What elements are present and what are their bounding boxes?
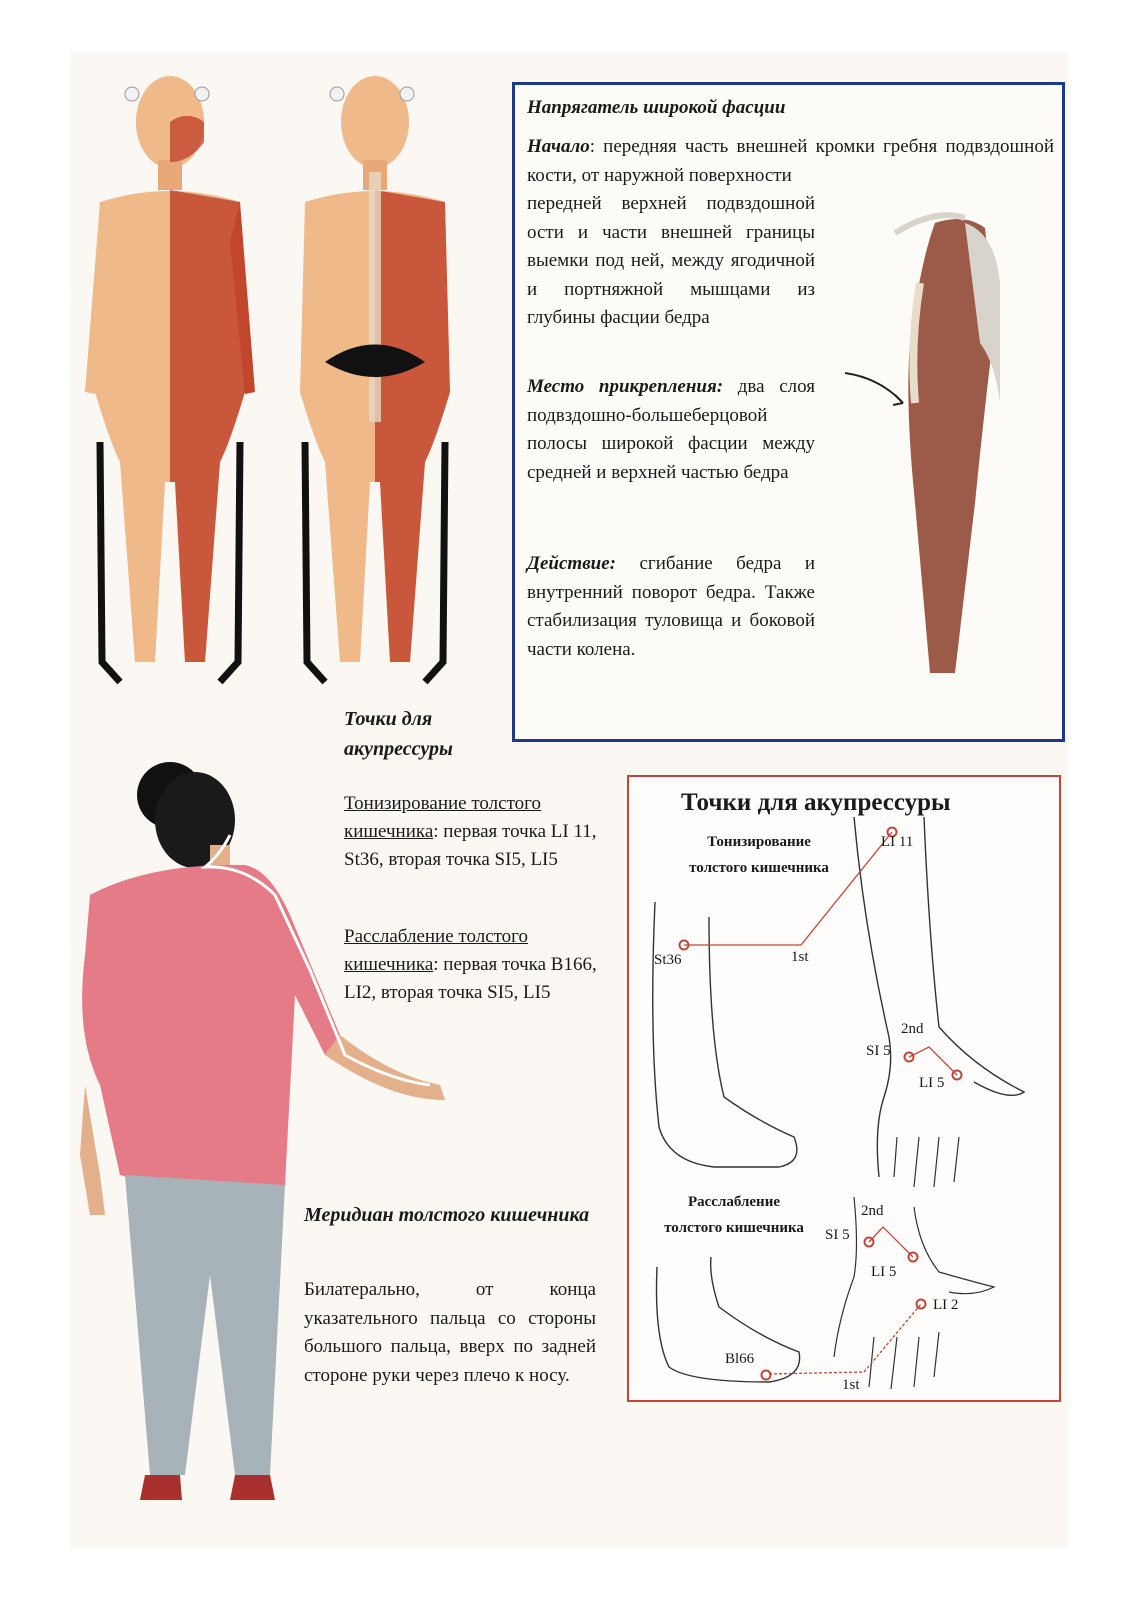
diagram-title: Точки для акупрессуры [681, 789, 951, 816]
tonify-link: Тонизирование толстого кишечника [344, 793, 541, 842]
acupressure-heading: Точки для акупрессуры [344, 708, 453, 760]
origin-paragraph [527, 133, 1054, 190]
insertion-label: Место прикрепления: [527, 376, 724, 397]
origin-label: Начало [527, 136, 590, 157]
acupressure-diagram [627, 775, 1061, 1402]
action-text: сгибание бедра и внутренний поворот бедра. Также стабилизация туловища и боковой части колена. [527, 553, 815, 660]
point-si5-bottom-label: SI 5 [825, 1227, 850, 1243]
point-bl66-label: Bl66 [725, 1351, 755, 1367]
origin-text-2: передней верхней подвздошной ости и части внешней границы выемки под ней, между ягодичной и портняжной мышцами из глубины фасции бедра [527, 193, 815, 328]
muscle-title: Напрягатель широкой фасции [527, 97, 786, 118]
point-st36-label: St36 [654, 952, 682, 968]
relax-link: Расслабление толстого кишечника [344, 926, 528, 975]
meridian-text: Билатерально, от конца указательного пальца со стороны большого пальца, вверх по задней стороне руки через плечо к носу. [304, 1279, 596, 1386]
origin-text-1: : передняя часть внешней кромки гребня подвздошной кости, от наружной поверхности [527, 136, 1054, 186]
point-first-top-label: 1st [791, 949, 809, 965]
point-li5-bottom-label: LI 5 [871, 1264, 897, 1280]
relax-text: : первая точка B166, LI2, вторая точка SI5, LI5 [344, 954, 597, 1003]
action-label: Действие: [527, 553, 617, 574]
point-si5-top-label: SI 5 [866, 1043, 891, 1059]
woman-back-photo [70, 755, 460, 1535]
body-front-illustration [80, 62, 260, 690]
origin-paragraph-cont [527, 190, 815, 333]
thigh-muscle-illustration [835, 203, 1050, 683]
insertion-paragraph [527, 373, 815, 487]
insertion-text: два слоя подвздошно-большеберцовой полосы широкой фасции между средней и верхней частью бедра [527, 376, 815, 483]
meridian-heading: Меридиан толстого кишечника [304, 1204, 590, 1226]
point-li5-top-label: LI 5 [919, 1075, 945, 1091]
diagram-lines [629, 777, 1058, 1399]
tonify-text: : первая точка LI 11, St36, вторая точка SI5, LI5 [344, 821, 597, 870]
point-second-top-label: 2nd [901, 1021, 924, 1037]
action-paragraph [527, 550, 815, 664]
point-second-bottom-label: 2nd [861, 1203, 884, 1219]
point-first-bottom-label: 1st [842, 1377, 860, 1393]
muscle-info-box [512, 82, 1065, 742]
point-li11-label: LI 11 [881, 834, 914, 850]
point-li2-label: LI 2 [933, 1297, 959, 1313]
diagram-relax-label: Расслабление толстого кишечника [664, 1194, 804, 1236]
body-back-illustration [285, 62, 470, 690]
diagram-tonify-label: Тонизирование толстого кишечника [689, 834, 829, 876]
